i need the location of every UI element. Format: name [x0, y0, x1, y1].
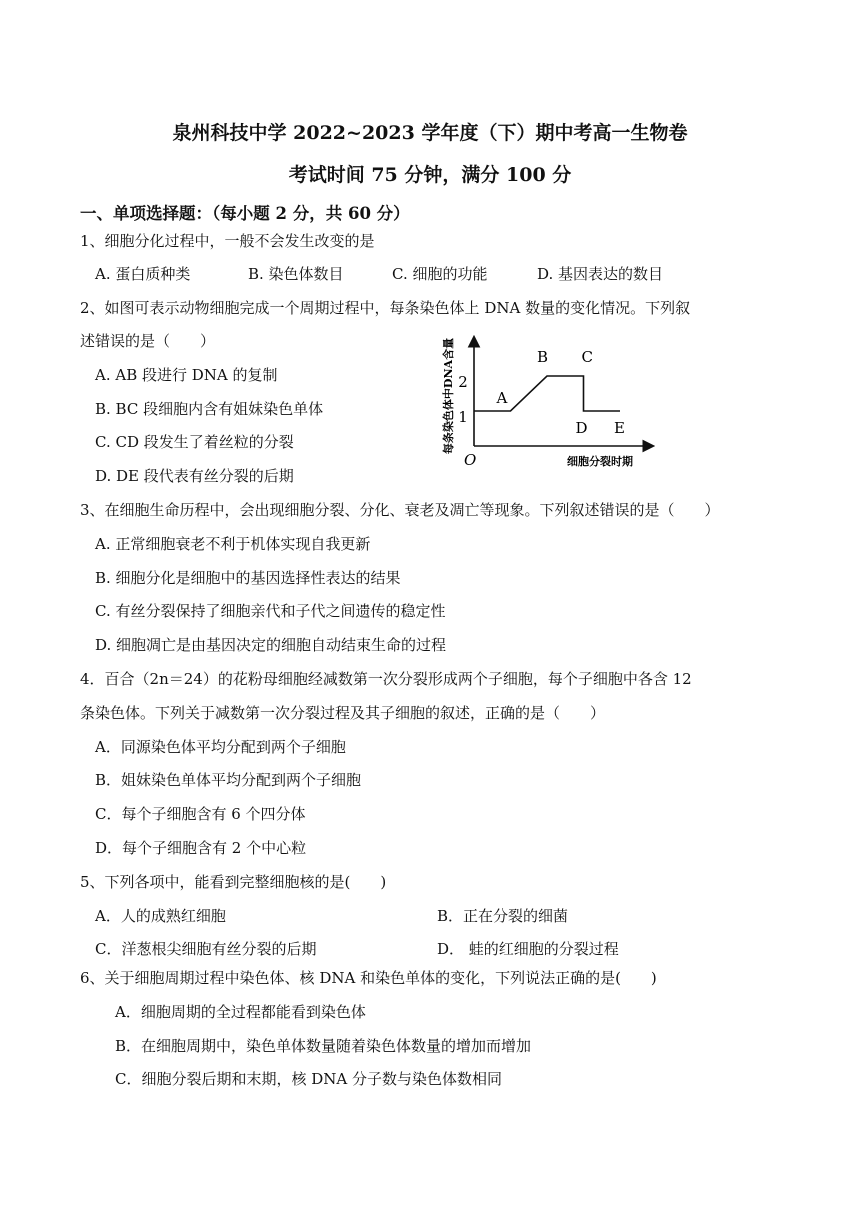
- q2-option-b: B. BC 段细胞内含有姐妹染色单体: [95, 400, 324, 418]
- q1-option-d: D. 基因表达的数目: [537, 265, 664, 283]
- point-label-b: B: [537, 348, 549, 366]
- y-tick-label-2: 2: [458, 373, 468, 391]
- point-label-e: E: [614, 419, 625, 437]
- q5-option-a: A．人的成熟红细胞: [95, 907, 226, 925]
- origin-label: O: [464, 451, 477, 469]
- q6-option-b: B．在细胞周期中，染色单体数量随着染色体数量的增加而增加: [115, 1037, 532, 1055]
- q2-stem-line2: 述错误的是（ ）: [80, 332, 216, 350]
- exam-title: 泉州科技中学 2022~2023 学年度（下）期中考高一生物卷: [172, 122, 688, 144]
- q2-stem-line1: 2、如图可表示动物细胞完成一个周期过程中，每条染色体上 DNA 数量的变化情况。下列叙: [80, 299, 691, 317]
- q6-option-c: C．细胞分裂后期和末期，核 DNA 分子数与染色体数相同: [115, 1070, 502, 1088]
- q1-option-a: A. 蛋白质种类: [95, 265, 191, 283]
- y-axis-label: 每条染色体中DNA含量: [442, 337, 455, 455]
- q3-stem: 3、在细胞生命历程中，会出现细胞分裂、分化、衰老及凋亡等现象。下列叙述错误的是（ ）: [80, 501, 720, 519]
- q1-stem: 1、细胞分化过程中，一般不会发生改变的是: [80, 232, 375, 250]
- section-heading: 一、单项选择题：（每小题 2 分，共 60 分）: [80, 204, 410, 223]
- q4-stem-line2: 条染色体。下列关于减数第一次分裂过程及其子细胞的叙述，正确的是（ ）: [80, 704, 606, 722]
- q3-option-d: D. 细胞凋亡是由基因决定的细胞自动结束生命的过程: [95, 636, 447, 654]
- q5-option-b: B．正在分裂的细菌: [437, 907, 569, 925]
- q5-stem: 5、下列各项中，能看到完整细胞核的是( ): [80, 873, 387, 891]
- q4-option-a: A．同源染色体平均分配到两个子细胞: [95, 738, 346, 756]
- q4-option-b: B．姐妹染色单体平均分配到两个子细胞: [95, 771, 362, 789]
- point-label-d: D: [575, 419, 588, 437]
- point-label-a: A: [496, 389, 508, 407]
- y-tick-label-1: 1: [458, 408, 468, 426]
- q5-option-d: D． 蛙的红细胞的分裂过程: [437, 940, 619, 958]
- q2-option-d: D. DE 段代表有丝分裂的后期: [95, 467, 294, 485]
- q3-option-a: A. 正常细胞衰老不利于机体实现自我更新: [95, 535, 371, 553]
- q4-stem-line1: 4．百合（2n＝24）的花粉母细胞经减数第一次分裂形成两个子细胞，每个子细胞中各含 12: [80, 670, 692, 688]
- q2-option-c: C. CD 段发生了着丝粒的分裂: [95, 433, 294, 451]
- q5-option-c: C．洋葱根尖细胞有丝分裂的后期: [95, 940, 317, 958]
- q2-option-a: A. AB 段进行 DNA 的复制: [95, 366, 278, 384]
- dna-content-chart: [430, 328, 670, 474]
- q4-option-d: D．每个子细胞含有 2 个中心粒: [95, 839, 307, 857]
- q1-option-c: C. 细胞的功能: [392, 265, 488, 283]
- x-axis-label: 细胞分裂时期: [567, 455, 633, 468]
- point-label-c: C: [581, 348, 593, 366]
- q1-option-b: B. 染色体数目: [248, 265, 344, 283]
- q4-option-c: C．每个子细胞含有 6 个四分体: [95, 805, 306, 823]
- q6-stem: 6、关于细胞周期过程中染色体、核 DNA 和染色单体的变化，下列说法正确的是( ): [80, 969, 657, 987]
- q6-option-a: A．细胞周期的全过程都能看到染色体: [115, 1003, 366, 1021]
- q3-option-b: B. 细胞分化是细胞中的基因选择性表达的结果: [95, 569, 401, 587]
- exam-subtitle: 考试时间 75 分钟，满分 100 分: [288, 164, 572, 186]
- q3-option-c: C. 有丝分裂保持了细胞亲代和子代之间遗传的稳定性: [95, 602, 446, 620]
